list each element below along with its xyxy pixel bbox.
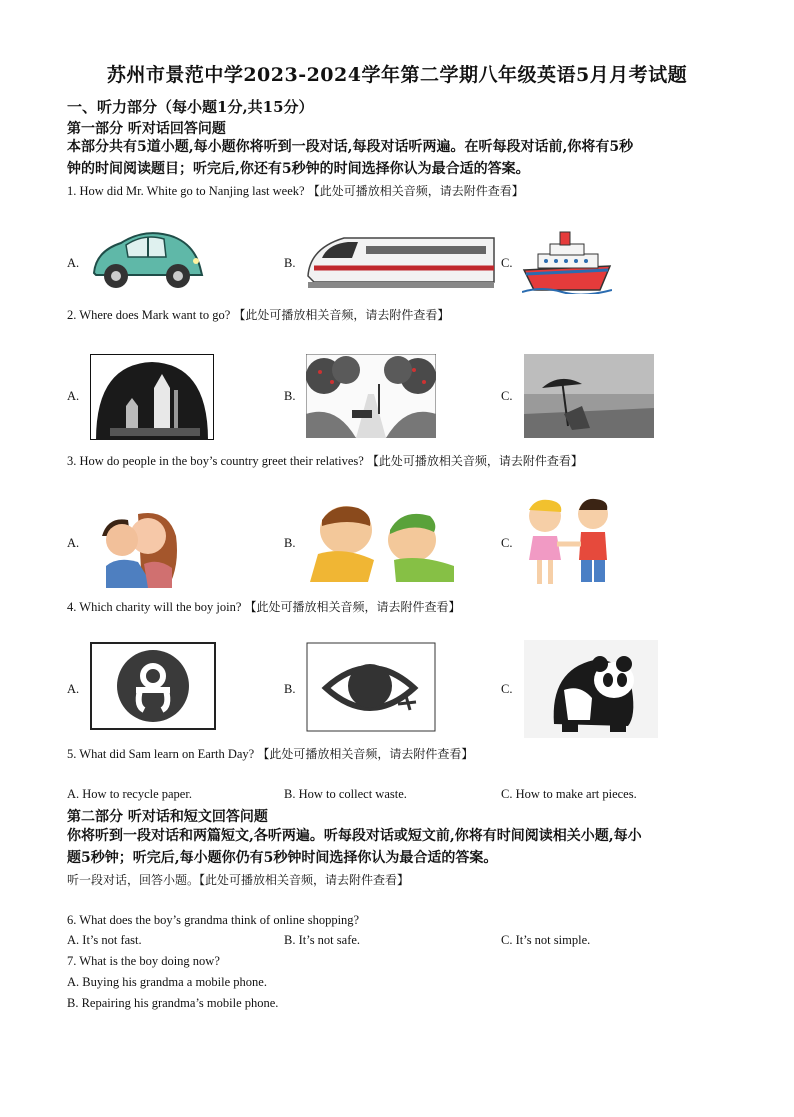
q1-option-c[interactable]: C. [501, 256, 513, 270]
q2-option-c[interactable]: C. [501, 389, 513, 403]
eye-logo-icon [306, 642, 436, 732]
q4-option-a[interactable]: A. [67, 682, 80, 696]
car-icon [86, 223, 208, 291]
part2-title: 第二部分 听对话和短文回答问题 [67, 809, 268, 825]
audio-note[interactable]: 【此处可播放相关音频，请去附件查看】 [307, 184, 524, 198]
kiss-icon [98, 506, 182, 588]
question-4-text: 4. Which charity will the boy join? [67, 600, 242, 614]
q1-option-a[interactable]: A. [67, 256, 80, 270]
q4-option-c[interactable]: C. [501, 682, 513, 696]
question-6-text: 6. What does the boy’s grandma think of online shopping? [67, 913, 360, 927]
q6-option-b[interactable]: B. It’s not safe. [284, 933, 361, 947]
part1-title: 第一部分 听对话回答问题 [67, 121, 226, 137]
section-heading: 一、听力部分（每小题1分,共15分） [67, 98, 314, 116]
q2-option-a[interactable]: A. [67, 389, 80, 403]
q3-option-a[interactable]: A. [67, 536, 80, 550]
q1-option-b[interactable]: B. [284, 256, 296, 270]
question-4 [67, 598, 461, 615]
audio-note[interactable]: 【此处可播放相关音频，请去附件查看】 [366, 454, 583, 468]
question-7-text: 7. What is the boy doing now? [67, 954, 220, 968]
q6-option-c[interactable]: C. It’s not simple. [501, 933, 591, 947]
park-icon [306, 354, 436, 438]
question-1 [67, 182, 524, 199]
question-2 [67, 306, 449, 323]
q5-option-c[interactable]: C. How to make art pieces. [501, 787, 637, 801]
part1-instruction-1: 本部分共有5道小题,每小题你将听到一段对话,每段对话听两遍。在听每段对话前,你将有5秒 [67, 139, 634, 155]
handshake-icon [523, 498, 615, 588]
page-title: 苏州市景范中学2023-2024学年第二学期八年级英语5月月考试题 [106, 64, 688, 86]
q7-option-b[interactable]: B. Repairing his grandma’s mobile phone. [67, 996, 279, 1010]
q3-option-b[interactable]: B. [284, 536, 296, 550]
part1-instruction-2: 钟的时间阅读题目；听完后,你还有5秒钟的时间选择你认为最合适的答案。 [67, 161, 530, 177]
q2-option-b[interactable]: B. [284, 389, 296, 403]
part2-instruction-1: 你将听到一段对话和两篇短文,各听两遍。听每段对话或短文前,你将有时间阅读相关小题,每小 [67, 828, 642, 844]
beach-icon [524, 354, 654, 438]
q7-option-a[interactable]: A. Buying his grandma a mobile phone. [67, 975, 267, 989]
ship-icon [522, 226, 612, 294]
audio-note[interactable]: 【此处可播放相关音频，请去附件查看】 [257, 747, 474, 761]
q5-option-a[interactable]: A. How to recycle paper. [67, 787, 192, 801]
question-3-text: 3. How do people in the boy’s country greet their relatives? [67, 454, 364, 468]
question-2-text: 2. Where does Mark want to go? [67, 308, 231, 322]
oxfam-logo-icon [90, 642, 216, 730]
q3-option-c[interactable]: C. [501, 536, 513, 550]
train-icon [304, 228, 496, 292]
listen-note[interactable]: 听一段对话，回答小题。【此处可播放相关音频，请去附件查看】 [67, 873, 410, 887]
q5-option-b[interactable]: B. How to collect waste. [284, 787, 407, 801]
audio-note[interactable]: 【此处可播放相关音频，请去附件查看】 [233, 308, 450, 322]
question-5 [67, 745, 473, 762]
question-5-text: 5. What did Sam learn on Earth Day? [67, 747, 255, 761]
panda-logo-icon [524, 640, 658, 738]
part2-instruction-2: 题5秒钟；听完后,每小题你仍有5秒钟时间选择你认为最合适的答案。 [67, 850, 498, 866]
bow-icon [304, 500, 460, 584]
question-1-text: 1. How did Mr. White go to Nanjing last week? [67, 184, 305, 198]
q6-option-a[interactable]: A. It’s not fast. [67, 933, 142, 947]
question-3 [67, 452, 583, 469]
audio-note[interactable]: 【此处可播放相关音频，请去附件查看】 [244, 600, 461, 614]
q4-option-b[interactable]: B. [284, 682, 296, 696]
rocket-icon [90, 354, 214, 440]
